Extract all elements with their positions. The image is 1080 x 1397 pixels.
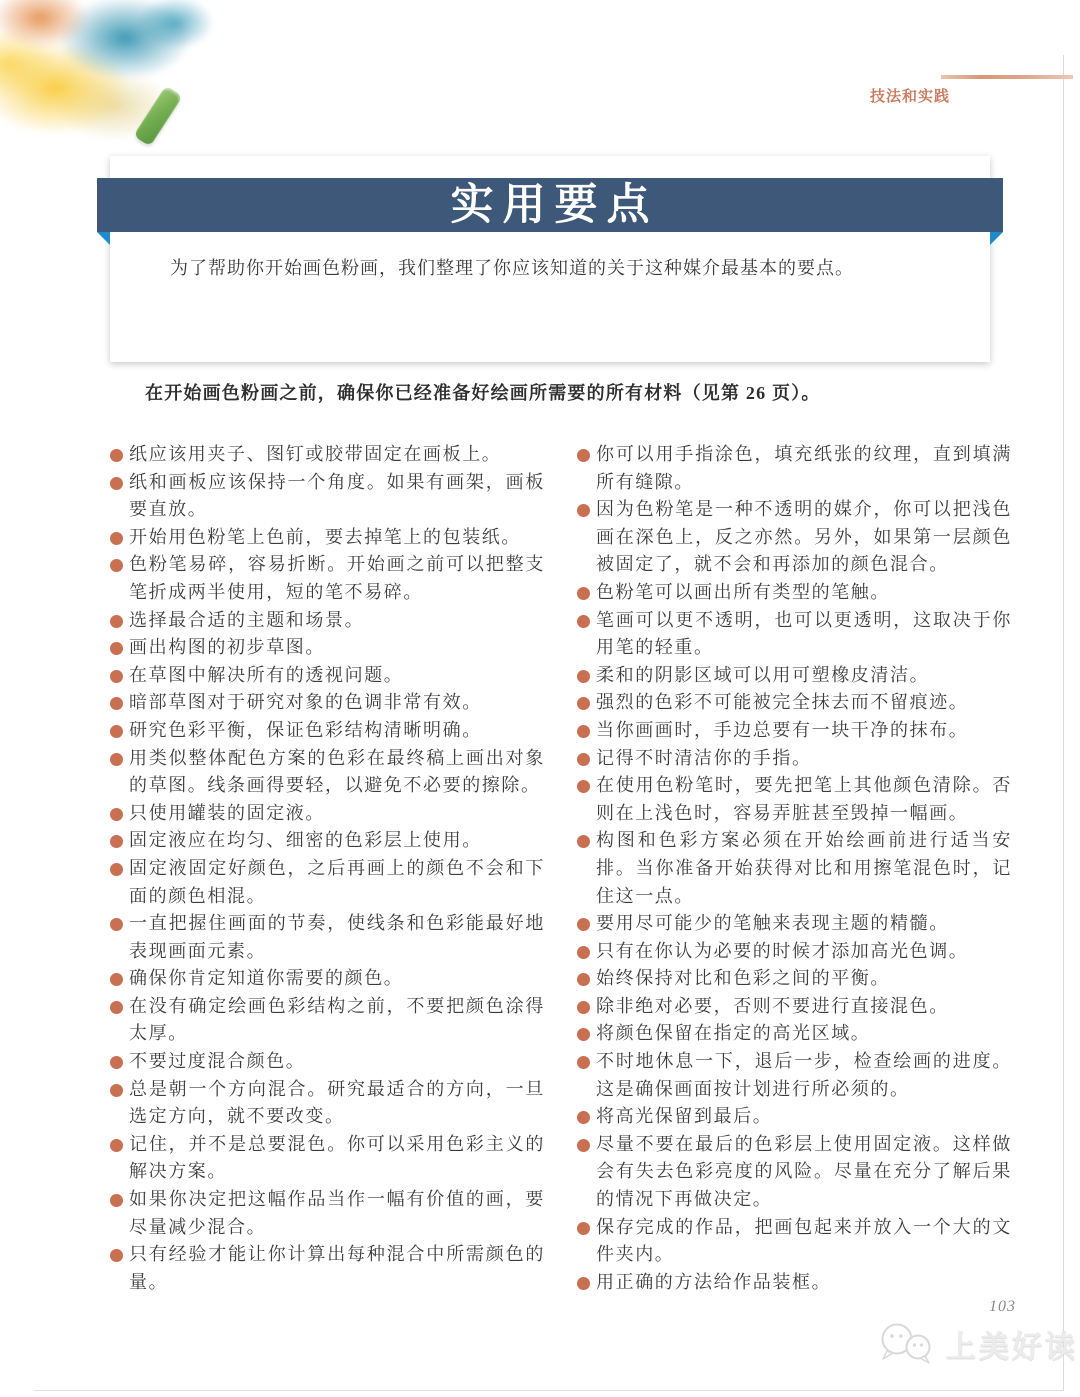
point-text: 确保你肯定知道你需要的颜色。	[129, 968, 404, 989]
bullet-dot-icon	[110, 1194, 123, 1207]
point-text: 始终保持对比和色彩之间的平衡。	[596, 968, 890, 989]
bullet-dot-icon	[110, 725, 123, 738]
point-text: 强烈的色彩不可能被完全抹去而不留痕迹。	[596, 692, 969, 713]
points-column-left	[110, 441, 545, 1296]
list-item	[110, 827, 545, 855]
page-edge-right	[1063, 55, 1064, 1391]
list-item	[577, 1103, 1012, 1131]
list-item	[577, 496, 1012, 579]
publisher-watermark	[876, 1320, 1078, 1368]
list-item	[110, 1241, 545, 1296]
list-item	[110, 524, 545, 552]
point-text: 暗部草图对于研究对象的色调非常有效。	[129, 692, 482, 713]
bullet-dot-icon	[110, 615, 123, 628]
bullet-dot-icon	[110, 670, 123, 683]
pastel-smudge-decoration	[0, 0, 240, 168]
list-item	[577, 689, 1012, 717]
list-item	[577, 938, 1012, 966]
bullet-dot-icon	[577, 973, 590, 986]
list-item	[110, 855, 545, 910]
bullet-dot-icon	[110, 753, 123, 766]
list-item	[577, 827, 1012, 910]
bullet-dot-icon	[577, 1001, 590, 1014]
point-text: 用类似整体配色方案的色彩在最终稿上画出对象的草图。线条画得要轻，以避免不必要的擦除。	[129, 747, 545, 796]
bullet-dot-icon	[110, 477, 123, 490]
points-list-left	[110, 441, 545, 1296]
point-text: 构图和色彩方案必须在开始绘画前进行适当安排。当你准备开始获得对比和用擦笔混色时，记住这一点。	[596, 830, 1012, 906]
bullet-dot-icon	[110, 559, 123, 572]
list-item	[110, 1076, 545, 1131]
list-item	[110, 607, 545, 635]
bullet-dot-icon	[577, 697, 590, 710]
point-text: 记住，并不是总要混色。你可以采用色彩主义的解决方案。	[129, 1133, 545, 1182]
points-columns	[110, 441, 1012, 1296]
list-item	[110, 689, 545, 717]
bullet-dot-icon	[110, 973, 123, 986]
point-text: 因为色粉笔是一种不透明的媒介，你可以把浅色画在深色上，反之亦然。另外，如果第一层颜色被固定了，就不会和再添加的颜色混合。	[596, 499, 1012, 575]
ribbon-fold-left-icon	[97, 232, 110, 245]
point-text: 用正确的方法给作品装框。	[596, 1271, 832, 1292]
list-item	[110, 1048, 545, 1076]
list-item	[577, 662, 1012, 690]
point-text: 固定液应在均匀、细密的色彩层上使用。	[129, 830, 482, 851]
point-text: 保存完成的作品，把画包起来并放入一个大的文件夹内。	[596, 1216, 1012, 1265]
list-item	[577, 607, 1012, 662]
point-text: 纸和画板应该保持一个角度。如果有画架，画板要直放。	[129, 471, 545, 520]
list-item	[110, 1131, 545, 1186]
bullet-dot-icon	[577, 504, 590, 517]
point-text: 笔画可以更不透明，也可以更透明，这取决于你用笔的轻重。	[596, 609, 1012, 658]
list-item	[110, 993, 545, 1048]
bullet-dot-icon	[110, 808, 123, 821]
list-item	[110, 745, 545, 800]
point-text: 只有经验才能让你计算出每种混合中所需颜色的量。	[129, 1244, 545, 1292]
panel-title: 实用要点	[450, 181, 659, 229]
point-text: 只使用罐装的固定液。	[129, 802, 325, 823]
point-text: 选择最合适的主题和场景。	[129, 609, 365, 630]
bullet-dot-icon	[577, 1111, 590, 1124]
intro-sentence: 在开始画色粉画之前，确保你已经准备好绘画所需要的所有材料（见第 26 页）。	[145, 383, 821, 403]
point-text: 不时地休息一下，退后一步，检查绘画的进度。这是确保画面按计划进行所必须的。	[596, 1051, 1012, 1099]
point-text: 当你画画时，手边总要有一块干净的抹布。	[596, 719, 969, 740]
list-item	[110, 469, 545, 524]
bullet-dot-icon	[110, 1139, 123, 1152]
points-list-right	[577, 441, 1012, 1296]
point-text: 要用尽可能少的笔触来表现主题的精髓。	[596, 913, 949, 934]
list-item	[110, 910, 545, 965]
list-item	[110, 634, 545, 662]
point-text: 在没有确定绘画色彩结构之前，不要把颜色涂得太厚。	[129, 995, 545, 1044]
bullet-dot-icon	[110, 1001, 123, 1014]
list-item	[110, 965, 545, 993]
point-text: 一直把握住画面的节奏，使线条和色彩能最好地表现画面元素。	[129, 913, 545, 961]
practical-points-panel	[110, 156, 990, 362]
list-item	[110, 662, 545, 690]
title-ribbon	[97, 178, 1003, 232]
bullet-dot-icon	[577, 1139, 590, 1152]
point-text: 尽量不要在最后的色彩层上使用固定液。这样做会有失去色彩亮度的风险。尽量在充分了解后果的情况下再做决定。	[596, 1133, 1012, 1210]
bullet-dot-icon	[110, 863, 123, 876]
bullet-dot-icon	[577, 725, 590, 738]
page-edge-bottom	[34, 1390, 1064, 1391]
point-text: 不要过度混合颜色。	[129, 1051, 306, 1072]
list-item	[577, 1048, 1012, 1103]
bullet-dot-icon	[110, 1056, 123, 1069]
bullet-dot-icon	[577, 587, 590, 600]
point-text: 在使用色粉笔时，要先把笔上其他颜色清除。否则在上浅色时，容易弄脏甚至毁掉一幅画。	[596, 775, 1012, 823]
list-item	[577, 745, 1012, 773]
list-item	[577, 1214, 1012, 1269]
point-text: 只有在你认为必要的时候才添加高光色调。	[596, 940, 969, 961]
list-item	[577, 1131, 1012, 1214]
point-text: 色粉笔易碎，容易折断。开始画之前可以把整支笔折成两半使用，短的笔不易碎。	[129, 554, 545, 602]
bullet-dot-icon	[110, 1249, 123, 1262]
point-text: 固定液固定好颜色，之后再画上的颜色不会和下面的颜色相混。	[129, 857, 545, 906]
watermark-text: 上美好读	[946, 1331, 1078, 1364]
bullet-dot-icon	[577, 753, 590, 766]
point-text: 在草图中解决所有的透视问题。	[129, 664, 404, 685]
bullet-dot-icon	[577, 1277, 590, 1290]
bullet-dot-icon	[577, 780, 590, 793]
section-tag: 技法和实践	[870, 88, 951, 105]
list-item	[577, 1020, 1012, 1048]
point-text: 你可以用手指涂色，填充纸张的纹理，直到填满所有缝隙。	[596, 444, 1012, 492]
bullet-dot-icon	[577, 670, 590, 683]
list-item	[110, 717, 545, 745]
point-text: 将颜色保留在指定的高光区域。	[596, 1023, 871, 1044]
bullet-dot-icon	[577, 918, 590, 931]
point-text: 将高光保留到最后。	[596, 1106, 773, 1127]
bullet-dot-icon	[577, 1222, 590, 1235]
section-tag-rule	[941, 75, 1073, 79]
point-text: 如果你决定把这幅作品当作一幅有价值的画，要尽量减少混合。	[129, 1189, 545, 1237]
list-item	[110, 551, 545, 606]
list-item	[110, 800, 545, 828]
list-item	[577, 441, 1012, 496]
bullet-dot-icon	[110, 449, 123, 462]
list-item	[577, 579, 1012, 607]
point-text: 画出构图的初步草图。	[129, 637, 325, 658]
list-item	[577, 910, 1012, 938]
points-column-right	[577, 441, 1012, 1296]
ribbon-fold-right-icon	[990, 232, 1003, 245]
point-text: 色粉笔可以画出所有类型的笔触。	[596, 581, 890, 602]
chat-bubbles-icon	[876, 1320, 940, 1368]
bullet-dot-icon	[577, 946, 590, 959]
bullet-dot-icon	[577, 835, 590, 848]
bullet-dot-icon	[110, 642, 123, 655]
point-text: 研究色彩平衡，保证色彩结构清晰明确。	[129, 719, 482, 740]
list-item	[577, 772, 1012, 827]
list-item	[110, 1186, 545, 1241]
bullet-dot-icon	[577, 615, 590, 628]
list-item	[577, 965, 1012, 993]
bullet-dot-icon	[110, 1084, 123, 1097]
bullet-dot-icon	[577, 449, 590, 462]
list-item	[110, 441, 545, 469]
bullet-dot-icon	[110, 835, 123, 848]
point-text: 纸应该用夹子、图钉或胶带固定在画板上。	[129, 444, 502, 464]
bullet-dot-icon	[110, 532, 123, 545]
bullet-dot-icon	[577, 1028, 590, 1041]
point-text: 开始用色粉笔上色前，要去掉笔上的包装纸。	[129, 526, 521, 547]
list-item	[577, 1269, 1012, 1297]
list-item	[577, 717, 1012, 745]
point-text: 总是朝一个方向混合。研究最适合的方向，一旦选定方向，就不要改变。	[129, 1078, 545, 1127]
list-item	[577, 993, 1012, 1021]
point-text: 除非绝对必要，否则不要进行直接混色。	[596, 995, 949, 1016]
page-number: 103	[989, 1298, 1016, 1315]
point-text: 记得不时清洁你的手指。	[596, 747, 812, 768]
bullet-dot-icon	[110, 697, 123, 710]
panel-subtitle: 为了帮助你开始画色粉画，我们整理了你应该知道的关于这种媒介最基本的要点。	[170, 258, 854, 278]
panel-bottom-stripe	[110, 347, 990, 358]
bullet-dot-icon	[577, 1056, 590, 1069]
bullet-dot-icon	[110, 918, 123, 931]
point-text: 柔和的阴影区域可以用可塑橡皮清洁。	[596, 664, 930, 685]
